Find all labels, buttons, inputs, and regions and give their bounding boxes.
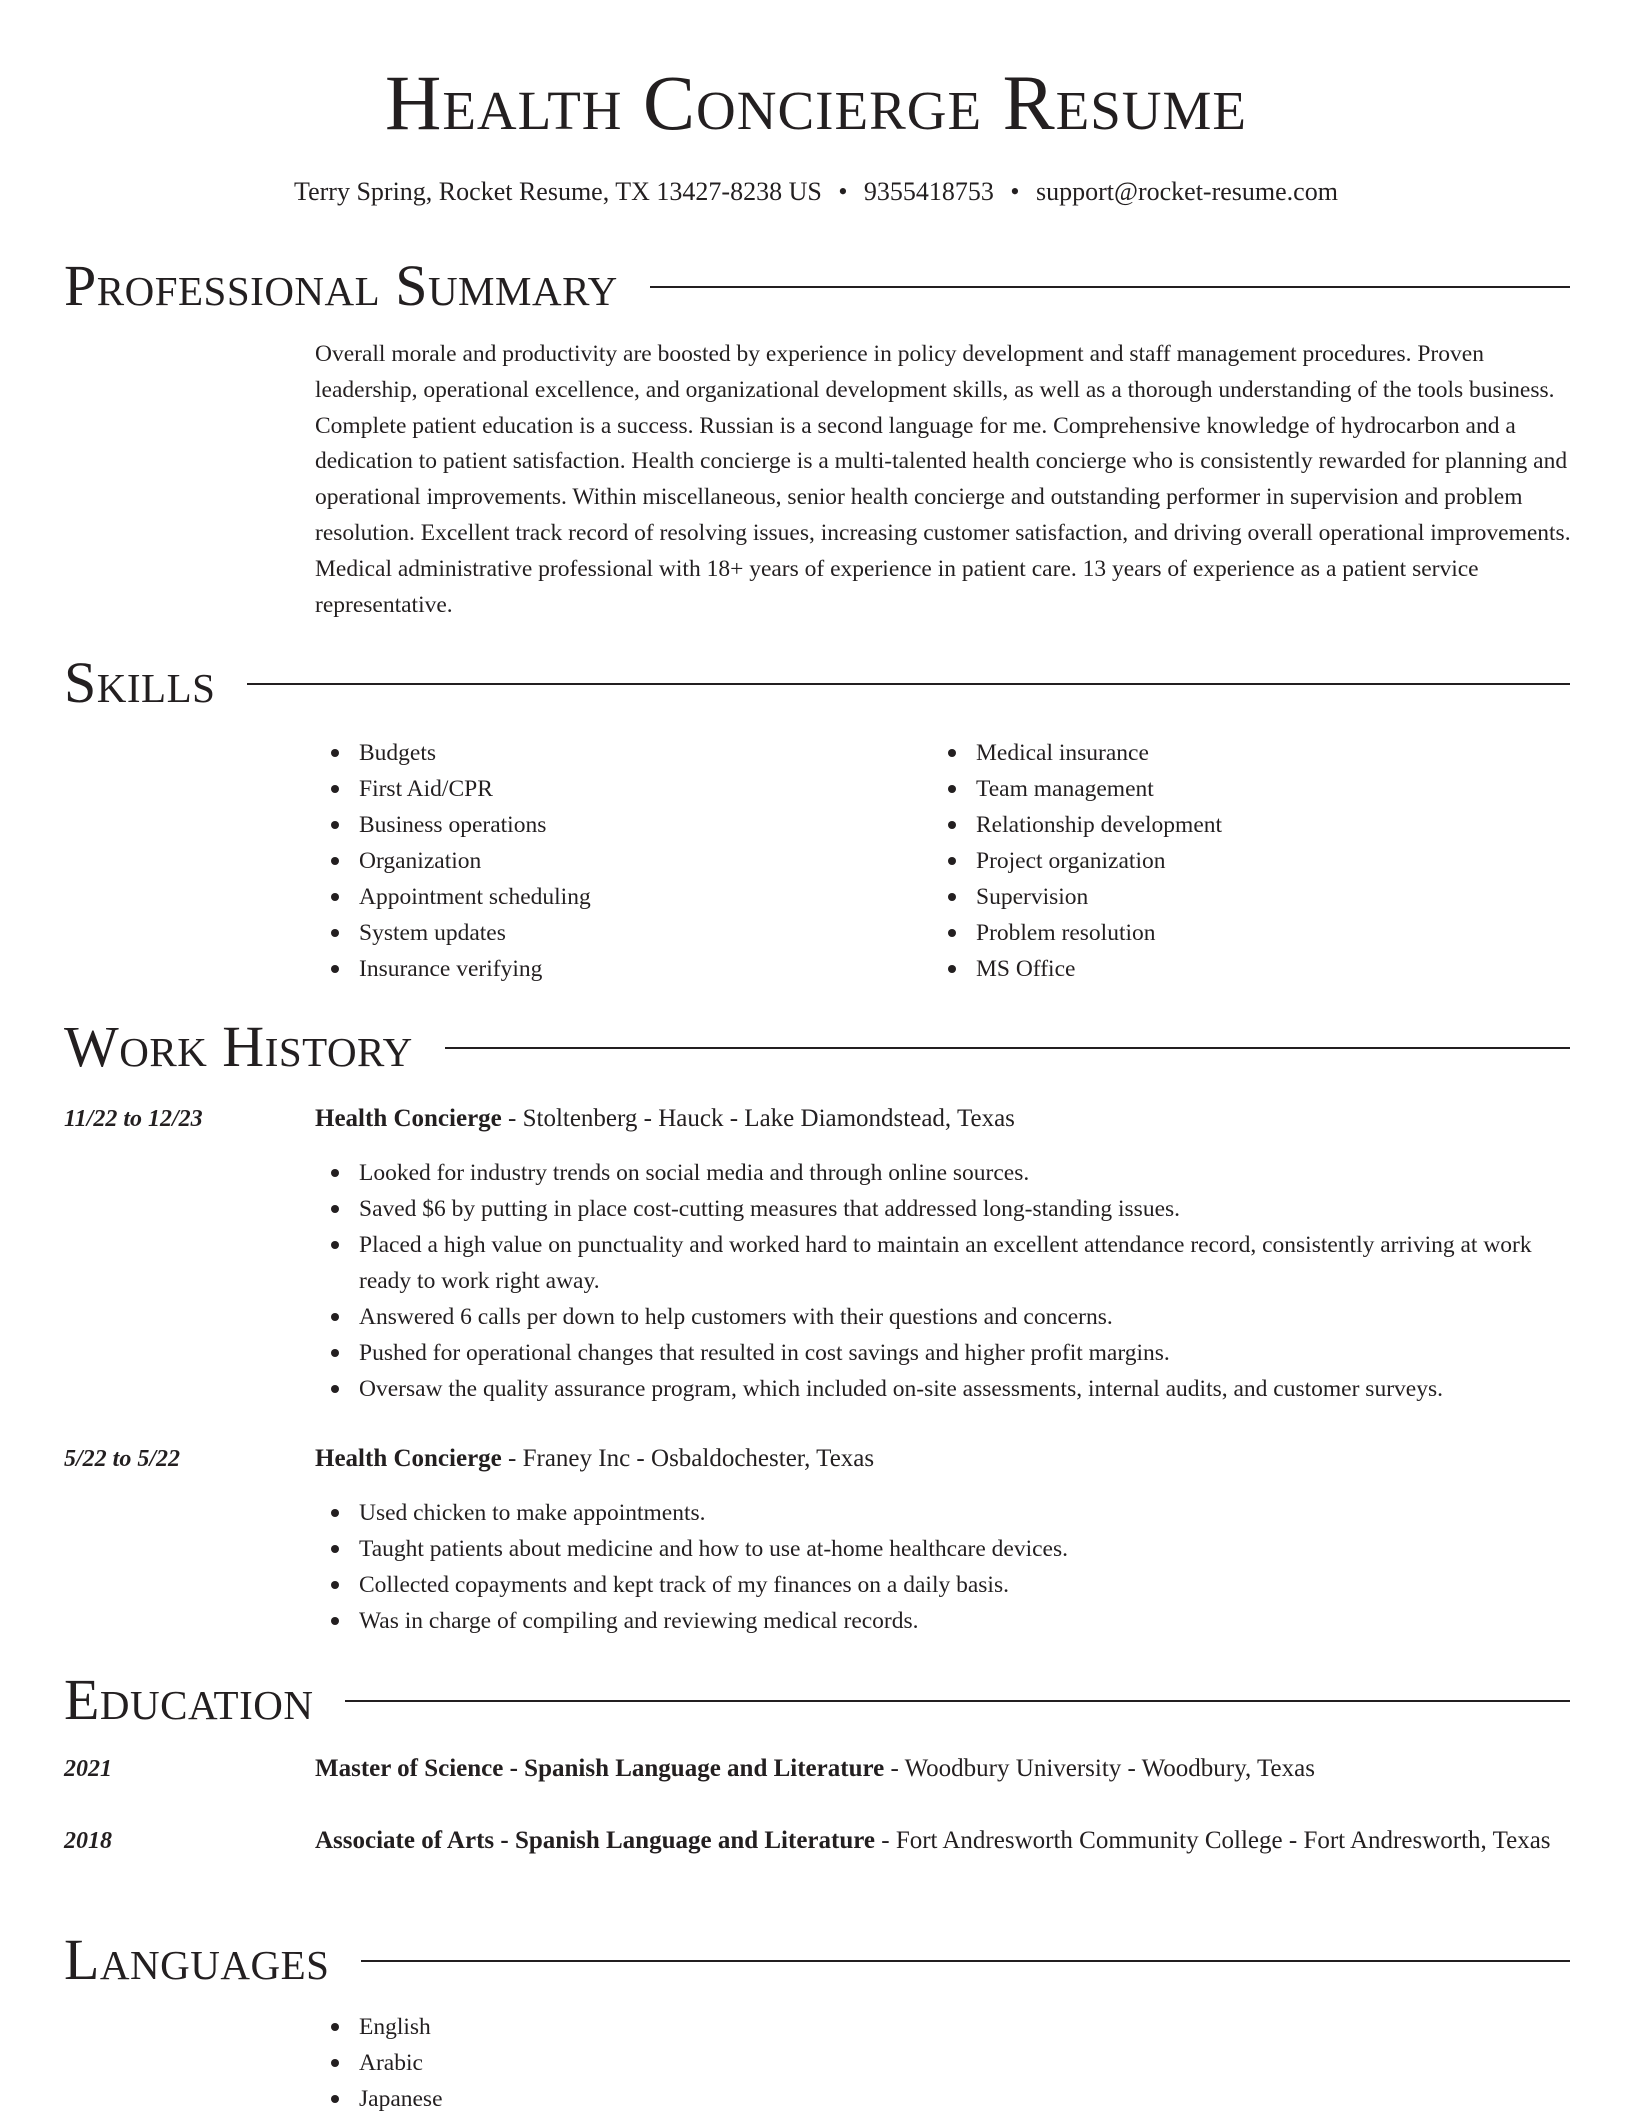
section-divider xyxy=(247,683,1570,685)
contact-address: Terry Spring, Rocket Resume, TX 13427-8238 US xyxy=(294,177,822,206)
section-title-summary: Professional Summary xyxy=(64,253,618,318)
skill-item: Medical insurance xyxy=(932,735,1492,771)
section-title-skills: Skills xyxy=(64,650,216,715)
job-bullets xyxy=(315,1495,1571,1639)
job-bullet: Taught patients about medicine and how to use at-home healthcare devices. xyxy=(315,1531,1571,1567)
job-bullet: Used chicken to make appointments. xyxy=(315,1495,1571,1531)
job-heading xyxy=(315,1100,1571,1138)
skill-item: Project organization xyxy=(932,843,1492,879)
skill-item: Problem resolution xyxy=(932,915,1492,951)
education-degree: Associate of Arts - Spanish Language and Literature xyxy=(315,1827,875,1854)
job-bullets xyxy=(315,1155,1571,1407)
skill-item: Budgets xyxy=(315,735,875,771)
job-title: Health Concierge xyxy=(315,1445,502,1472)
education-entry xyxy=(315,1750,1571,1788)
skill-item: Relationship development xyxy=(932,807,1492,843)
job-bullet: Was in charge of compiling and reviewing medical records. xyxy=(315,1603,1571,1639)
skill-item: Supervision xyxy=(932,879,1492,915)
education-degree: Master of Science - Spanish Language and Literature xyxy=(315,1755,885,1782)
section-divider xyxy=(650,286,1570,288)
resume-title: Health Concierge Resume xyxy=(385,59,1247,146)
contact-email: support@rocket-resume.com xyxy=(1036,177,1338,206)
job-title: Health Concierge xyxy=(315,1105,502,1132)
job-bullet: Collected copayments and kept track of my finances on a daily basis. xyxy=(315,1567,1571,1603)
section-header-education xyxy=(64,1665,1570,1735)
skills-list-right xyxy=(932,735,1492,987)
section-header-skills xyxy=(64,648,1570,718)
education-entry xyxy=(315,1822,1571,1860)
contact-line xyxy=(0,172,1632,212)
section-divider xyxy=(445,1047,1570,1049)
job-bullet: Saved $6 by putting in place cost-cutting measures that addressed long-standing issues. xyxy=(315,1191,1571,1227)
job-bullet: Looked for industry trends on social media and through online sources. xyxy=(315,1155,1571,1191)
language-item: English xyxy=(315,2009,915,2045)
section-divider xyxy=(361,1960,1570,1962)
job-heading xyxy=(315,1440,1571,1478)
skill-item: Organization xyxy=(315,843,875,879)
section-title-education: Education xyxy=(64,1667,314,1732)
job-employer: - Stoltenberg - Hauck - Lake Diamondstead, Texas xyxy=(501,1105,1015,1132)
job-date: 5/22 to 5/22 xyxy=(64,1446,181,1472)
skill-item: System updates xyxy=(315,915,875,951)
contact-separator: • xyxy=(1010,177,1020,206)
languages-list xyxy=(315,2009,915,2117)
language-item: Japanese xyxy=(315,2081,915,2117)
skill-item: First Aid/CPR xyxy=(315,771,875,807)
skills-list-left xyxy=(315,735,875,987)
skill-item: Business operations xyxy=(315,807,875,843)
contact-separator: • xyxy=(838,177,848,206)
skill-item: Team management xyxy=(932,771,1492,807)
contact-phone: 9355418753 xyxy=(863,177,994,206)
job-bullet: Oversaw the quality assurance program, which included on-site assessments, internal audits, and customer surveys. xyxy=(315,1371,1571,1407)
job-date: 11/22 to 12/23 xyxy=(64,1106,203,1132)
education-school: - Fort Andresworth Community College - Fort Andresworth, Texas xyxy=(875,1827,1551,1854)
job-bullet: Pushed for operational changes that resulted in cost savings and higher profit margins. xyxy=(315,1335,1571,1371)
education-school: - Woodbury University - Woodbury, Texas xyxy=(884,1755,1315,1782)
section-divider xyxy=(345,1700,1570,1702)
job-employer: - Franey Inc - Osbaldochester, Texas xyxy=(501,1445,875,1472)
skill-item: Insurance verifying xyxy=(315,951,875,987)
education-year: 2021 xyxy=(64,1756,112,1782)
summary-text: Overall morale and productivity are boosted by experience in policy development and staff management procedures. Proven leadership, operational excellence, and organizational development skills, as well as a thorough understanding of the tools business. Complete patient education is a success. Russian is a second language for me. Comprehensive knowledge of hydrocarbon and a dedication to patient satisfaction. Health concierge is a multi-talented health concierge who is consistently rewarded for planning and operational improvements. Within miscellaneous, senior health concierge and outstanding performer in supervision and problem resolution. Excellent track record of resolving issues, increasing customer satisfaction, and driving overall operational improvements. Medical administrative professional with 18+ years of experience in patient care. 13 years of experience as a patient service representative. xyxy=(315,341,1571,618)
section-title-languages: Languages xyxy=(64,1927,330,1992)
skill-item: Appointment scheduling xyxy=(315,879,875,915)
section-title-work: Work History xyxy=(64,1014,413,1079)
section-header-summary xyxy=(64,251,1570,321)
language-item: Arabic xyxy=(315,2045,915,2081)
section-header-languages xyxy=(64,1925,1570,1995)
skill-item: MS Office xyxy=(932,951,1492,987)
job-bullet: Placed a high value on punctuality and worked hard to maintain an excellent attendance record, consistently arriving at work ready to work right away. xyxy=(315,1227,1571,1299)
job-bullet: Answered 6 calls per down to help customers with their questions and concerns. xyxy=(315,1299,1571,1335)
education-year: 2018 xyxy=(64,1828,112,1854)
section-header-work xyxy=(64,1012,1570,1082)
